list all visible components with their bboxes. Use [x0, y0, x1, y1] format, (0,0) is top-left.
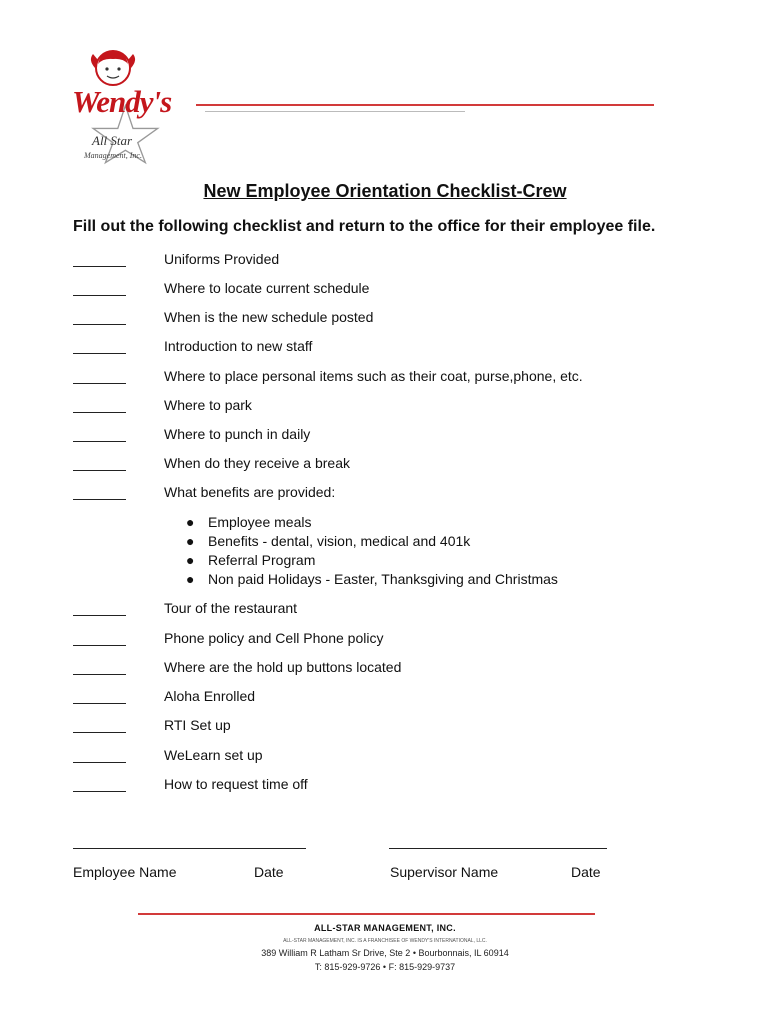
check-blank[interactable] [73, 703, 126, 704]
employee-date-label: Date [254, 864, 284, 880]
check-blank[interactable] [73, 353, 126, 354]
benefit-label: Referral Program [208, 552, 316, 568]
check-blank[interactable] [73, 499, 126, 500]
check-blank[interactable] [73, 441, 126, 442]
checklist-item: Introduction to new staff [164, 338, 313, 354]
check-blank[interactable] [73, 470, 126, 471]
benefit-list-item [186, 514, 312, 530]
check-blank[interactable] [73, 762, 126, 763]
check-blank[interactable] [73, 266, 126, 267]
check-blank[interactable] [73, 791, 126, 792]
benefit-list-item [186, 571, 558, 587]
supervisor-signature-line[interactable] [389, 848, 607, 849]
logo-allstar-text: All Star [92, 133, 133, 148]
footer-phone: T: 815-929-9726 • F: 815-929-9737 [314, 962, 456, 972]
employee-signature-line[interactable] [73, 848, 306, 849]
checklist-item: What benefits are provided: [164, 484, 336, 500]
checklist-item: When do they receive a break [164, 455, 350, 471]
logo-management-text: Management, Inc. [84, 151, 142, 160]
check-blank[interactable] [73, 732, 126, 733]
logo-wordmark: Wendy's [72, 84, 172, 119]
checklist-item: When is the new schedule posted [164, 309, 374, 325]
checklist-item: Where to place personal items such as their coat, purse,phone, etc. [164, 368, 583, 384]
benefit-list-item [186, 552, 315, 568]
header-grey-rule [205, 111, 465, 112]
checklist-item: WeLearn set up [164, 747, 263, 763]
check-blank[interactable] [73, 295, 126, 296]
supervisor-date-label: Date [571, 864, 601, 880]
bullet-icon: ● [186, 552, 195, 568]
bullet-icon: ● [186, 533, 195, 549]
checklist-item: Where to park [164, 397, 252, 413]
check-blank[interactable] [73, 615, 126, 616]
benefit-list-item [186, 533, 470, 549]
benefit-label: Employee meals [208, 514, 312, 530]
check-blank[interactable] [73, 674, 126, 675]
header-red-rule [196, 104, 654, 106]
bullet-icon: ● [186, 514, 195, 530]
checklist-item: Where to punch in daily [164, 426, 311, 442]
checklist-item: RTI Set up [164, 717, 231, 733]
checklist-item: Tour of the restaurant [164, 600, 298, 616]
footer-address: 389 William R Latham Sr Drive, Ste 2 • Bourbonnais, IL 60914 [261, 948, 509, 958]
page-title: New Employee Orientation Checklist-Crew [203, 181, 567, 201]
bullet-icon: ● [186, 571, 195, 587]
footer-red-rule [138, 913, 595, 915]
footer-company-name: ALL-STAR MANAGEMENT, INC. [314, 923, 456, 933]
checklist-item: Phone policy and Cell Phone policy [164, 630, 384, 646]
check-blank[interactable] [73, 412, 126, 413]
instructions: Fill out the following checklist and return to the office for their employee file. [73, 218, 656, 235]
check-blank[interactable] [73, 324, 126, 325]
benefit-label: Non paid Holidays - Easter, Thanksgiving and Christmas [208, 571, 558, 587]
checklist-item: Where are the hold up buttons located [164, 659, 402, 675]
check-blank[interactable] [73, 383, 126, 384]
checklist-item: Where to locate current schedule [164, 280, 370, 296]
checklist-item: Uniforms Provided [164, 251, 280, 267]
footer-franchise-note: ALL-STAR MANAGEMENT, INC. IS A FRANCHISEE OF WENDY'S INTERNATIONAL, LLC. [283, 938, 487, 944]
checklist-item: How to request time off [164, 776, 308, 792]
benefit-label: Benefits - dental, vision, medical and 401k [208, 533, 471, 549]
checklist-item: Aloha Enrolled [164, 688, 256, 704]
supervisor-name-label: Supervisor Name [390, 864, 499, 880]
employee-name-label: Employee Name [73, 864, 177, 880]
check-blank[interactable] [73, 645, 126, 646]
